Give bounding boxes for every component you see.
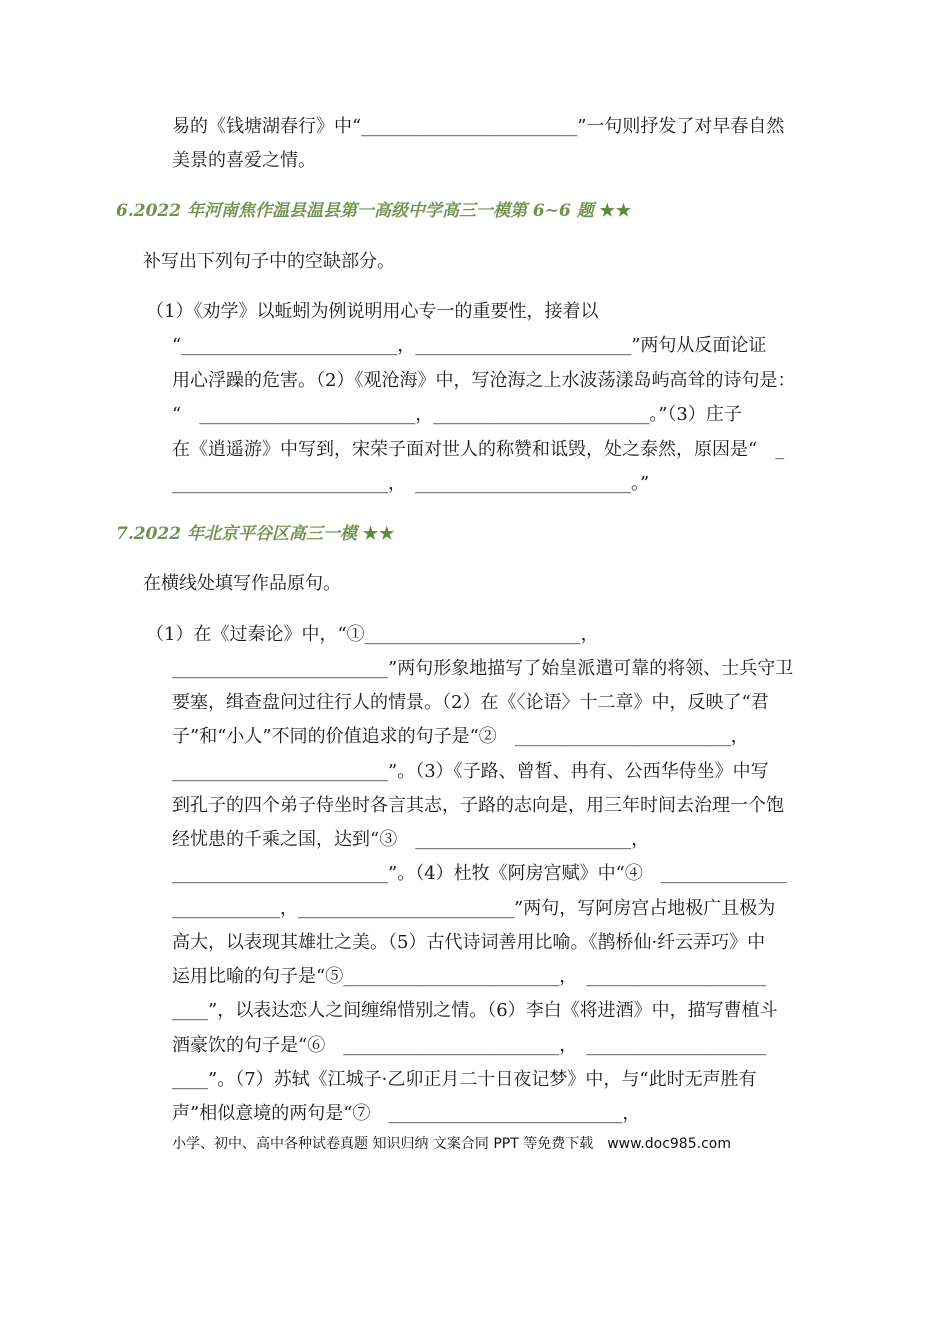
text-line: 高大，以表现其雄壮之美。（5）古代诗词善用比喻。《鹊桥仙·纤云弄巧》中 xyxy=(172,932,766,953)
page-footer: 小学、初中、高中各种试卷真题 知识归纳 文案合同 PPT 等免费下载 www.doc985.com xyxy=(172,1136,731,1152)
difficulty-stars: ★★ xyxy=(599,201,633,221)
question-instruction: 在横线处填写作品原句。 xyxy=(143,573,341,594)
text-line: 易的《钱塘湖春行》中“________________________”一句则抒发了对早春自然 xyxy=(172,116,785,137)
question-heading xyxy=(116,522,395,546)
text-line: ____”，以表达恋人之间缠绵惜别之情。（6）李白《将进酒》中，描写曹植斗 xyxy=(172,1000,778,1021)
text-line: （1）《劝学》以蚯蚓为例说明用心专一的重要性，接着以 xyxy=(146,301,599,322)
text-line: 在《逍遥游》中写到，宋荣子面对世人的称赞和诋毁，处之泰然，原因是“ _ xyxy=(172,439,785,460)
question-instruction: 补写出下列句子中的空缺部分。 xyxy=(143,251,395,272)
text-line: 经忧患的千乘之国，达到“③ ________________________， xyxy=(172,829,650,850)
question-heading-text: 7.2022 年北京平谷区高三一模 xyxy=(116,524,357,544)
text-line: 运用比喻的句子是“⑤________________________， ____________________ xyxy=(172,966,767,987)
text-line: 用心浮躁的危害。（2）《观沧海》中，写沧海之上水波荡漾岛屿高耸的诗句是： xyxy=(172,370,796,391)
text-line: ________________________”。（4）杜牧《阿房宫赋》中“④ ______________ xyxy=(172,863,787,884)
text-line: 美景的喜爱之情。 xyxy=(172,150,316,171)
text-line: ________________________”。（3）《子路、曾皙、冉有、公西华侍坐》中写 xyxy=(172,761,769,782)
text-line: ________________________， ________________________。” xyxy=(172,473,650,494)
text-line: “ ________________________，________________________。”（3）庄子 xyxy=(172,404,742,425)
text-line: ________________________”两句形象地描写了始皇派遣可靠的将领、士兵守卫 xyxy=(172,658,794,679)
text-line: 到孔子的四个弟子侍坐时各言其志，子路的志向是，用三年时间去治理一个饱 xyxy=(172,795,784,816)
text-line: （1）在《过秦论》中，“①________________________， xyxy=(146,624,599,645)
text-line: 要塞，缉查盘问过往行人的情景。（2）在《〈论语〉十二章》中，反映了“君 xyxy=(172,692,769,713)
text-line: 酒豪饮的句子是“⑥ ________________________， ____________________ xyxy=(172,1035,767,1056)
text-line: ____”。（7）苏轼《江城子·乙卯正月二十日夜记梦》中，与“此时无声胜有 xyxy=(172,1069,757,1090)
question-heading-text: 6.2022 年河南焦作温县温县第一高级中学高三一模第 6~6 题 xyxy=(116,201,594,221)
text-line: 声”相似意境的两句是“⑦ __________________________， xyxy=(172,1103,641,1124)
text-line: “________________________，________________________”两句从反面论证 xyxy=(172,335,767,356)
difficulty-stars: ★★ xyxy=(362,524,396,544)
question-heading xyxy=(116,199,632,223)
text-line: 子”和“小人”不同的价值追求的句子是“② ________________________， xyxy=(172,726,749,747)
text-line: ____________，________________________”两句，写阿房宫占地极广且极为 xyxy=(172,898,776,919)
